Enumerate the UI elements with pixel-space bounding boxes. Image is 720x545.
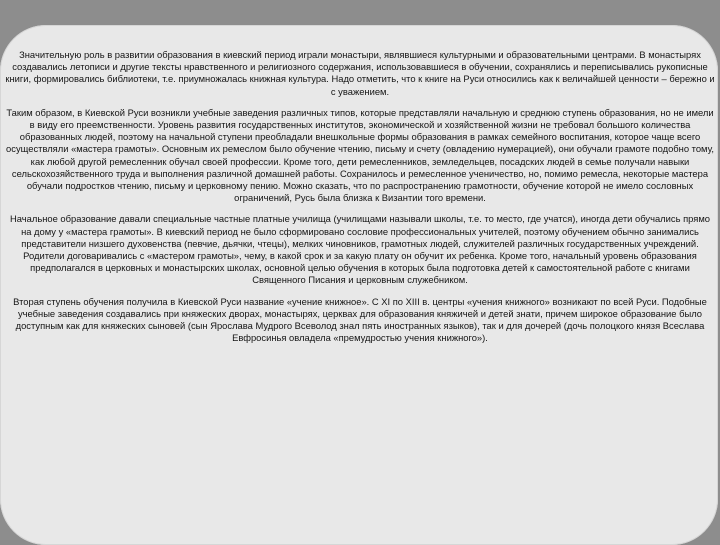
text-content <box>4 49 716 344</box>
paragraph-monasteries: Значительную роль в развитии образования в киевский период играли монастыри, являвшиеся культурными и образовательными центрами. В монастырях создавались летописи и другие тексты нравственного и религиозного содержания, использовавшиеся в обучении, сохранялись и переписывались рукописные книги, формировались библиотеки, т.е. приумножалась книжная культура. Надо отметить, что к книге на Руси относились как к величайшей ценности – бережно и с уважением. <box>5 49 715 97</box>
paragraph-educational-institutions: Таким образом, в Киевской Руси возникли учебные заведения различных типов, которые представляли начальную и среднюю ступень образования, но не имели в виду его преемственности. Уровень развития государственных институтов, экономической и хозяйственной жизни не требовал большого количества образованных людей, поэтому на начальной ступени преобладали внешкольные формы образования в рамках семейного воспитания, которое чаще всего осуществляли «мастера грамоты». Основным их ремеслом было обучение чтению, письму и счету (овладению нумерацией), они обучали грамоте подобно тому, как любой другой ремесленник обучал своей профессии. Кроме того, дети ремесленников, земледельцев, посадских людей в семье получали навыки сельскохозяйственного труда и выполнения различной домашней работы. Сохранилось и ремесленное ученичество, но, помимо ремесла, некоторые мастера обучали подростков чтению, письму и церковному пению. Можно сказать, что по распространению грамотности, обучение которой не имело сословных ограничений, Русь была близка к Византии того времени. <box>6 106 714 204</box>
paragraph-primary-education: Начальное образование давали специальные частные платные училища (училищами называли школы, т.е. то место, где учатся), иногда дети обучались прямо на дому у «мастера грамоты». В киевский период не было сформировано сословие профессиональных учителей, поэтому обучением обычно занимались представители низшего духовенства (певчие, дьячки, чтецы), мелких чиновников, грамотных людей, служителей различных государственных учреждений. Родители договаривались с «мастером грамоты», чему, в какой срок и за какую плату он обучит их ребенка. Кроме того, начальный уровень образования предполагался в церковных и монастырских школах, основной целью обучения в которых была подготовка детей к самостоятельной работе с книгами Священного Писания и церковным служебником. <box>9 213 710 286</box>
paragraph-book-learning: Вторая ступень обучения получила в Киевской Руси название «учение книжное». С XI по XIII в. центры «учения книжного» возникают по всей Руси. Подобные учебные заведения создавались при княжеских дворах, монастырях, церквах для образования княжичей и детей знати, причем широкое образование было доступным как для княжеских сыновей (сын Ярослава Мудрого Всеволод знал пять иностранных языков), так и для дочерей (дочь полоцкого князя Всеслава Евфросинья овладела «премудростью учения книжного»). <box>13 295 707 344</box>
